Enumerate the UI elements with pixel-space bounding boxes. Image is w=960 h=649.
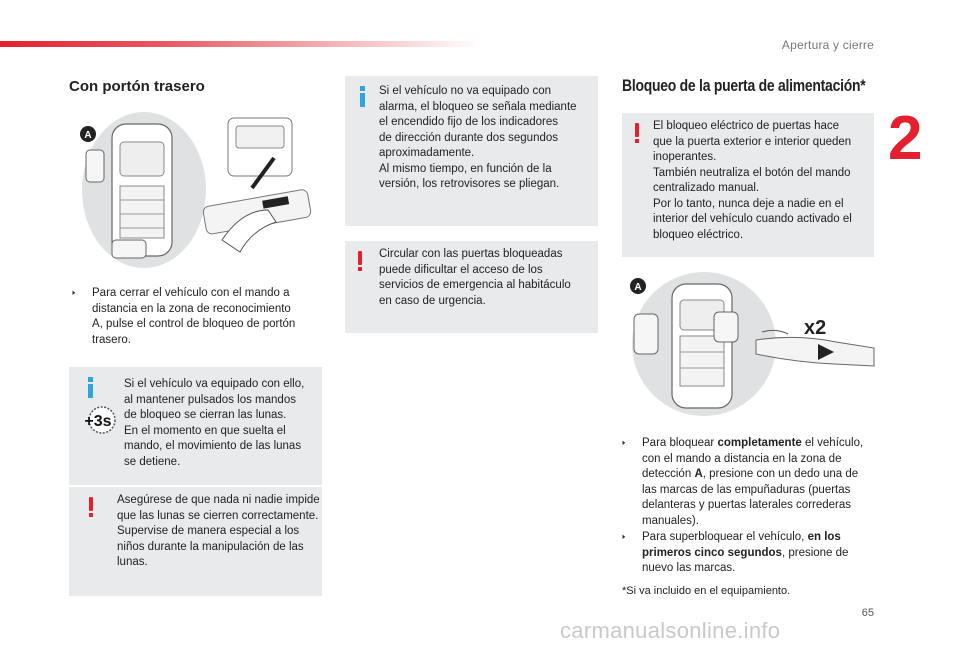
- warning-box: [69, 487, 322, 596]
- warning-box: [345, 241, 598, 333]
- info-text: Si el vehículo va equipado con ello, al mantener pulsados los mandos de bloqueo se cierran las lunas. En el momento en que suelta el mando, el movimiento de las lunas se detiene.: [124, 378, 305, 468]
- info-text: Si el vehículo no va equipado con alarma, el bloqueo se señala mediante el encendido fijo de los indicadores de dirección durante dos segundos aproximadamente. Al mismo tiempo, en función de la versión, los retrovisores se pliegan.: [379, 85, 577, 190]
- info-icon: [81, 377, 99, 398]
- warning-icon: [86, 497, 96, 517]
- warning-icon: [632, 123, 642, 143]
- timer-label: +3s: [84, 413, 112, 430]
- door-lock-illustration: [628, 272, 876, 422]
- warning-box: [622, 113, 874, 257]
- warning-icon: [355, 251, 365, 271]
- tailgate-lock-illustration: [76, 112, 320, 270]
- chapter-number: 2: [888, 104, 923, 173]
- info-box: [345, 76, 598, 226]
- section-heading-door-lock: Bloqueo de la puerta de alimentación*: [622, 76, 866, 95]
- timer-icon: [77, 405, 119, 435]
- warning-text: El bloqueo eléctrico de puertas hace que la puerta exterior e interior queden inoperantes. También neutraliza el botón del mando centralizado manual. Por lo tanto, nunca deje a nadie en el interior del vehículo cuando activado el bloqueo eléctrico.: [653, 120, 852, 241]
- page-number: 65: [861, 607, 874, 619]
- zone-label: A: [634, 282, 642, 293]
- section-title: Apertura y cierre: [781, 38, 874, 52]
- footnote: *Si va incluido en el equipamiento.: [622, 585, 791, 597]
- watermark: carmanualsonline.info: [560, 618, 781, 643]
- info-box: [69, 367, 322, 485]
- warning-text: Circular con las puertas bloqueadas puede dificultar el acceso de los servicios de emergencia al habitáculo en caso de urgencia.: [379, 248, 571, 307]
- press-twice-label: x2: [804, 317, 827, 339]
- bullet-arrow-icon: 🢒: [72, 288, 76, 299]
- bullet-arrow-icon: 🢒: [622, 532, 626, 543]
- header-accent-bar: [0, 41, 480, 47]
- section-heading-tailgate: Con portón trasero: [69, 78, 205, 95]
- warning-text: Asegúrese de que nada ni nadie impide que las lunas se cierren correctamente. Supervise de manera especial a los niños durante la manipulación de las lunas.: [117, 494, 320, 568]
- info-icon: [353, 86, 371, 107]
- bullet-arrow-icon: 🢒: [622, 438, 626, 449]
- zone-label: A: [84, 130, 92, 141]
